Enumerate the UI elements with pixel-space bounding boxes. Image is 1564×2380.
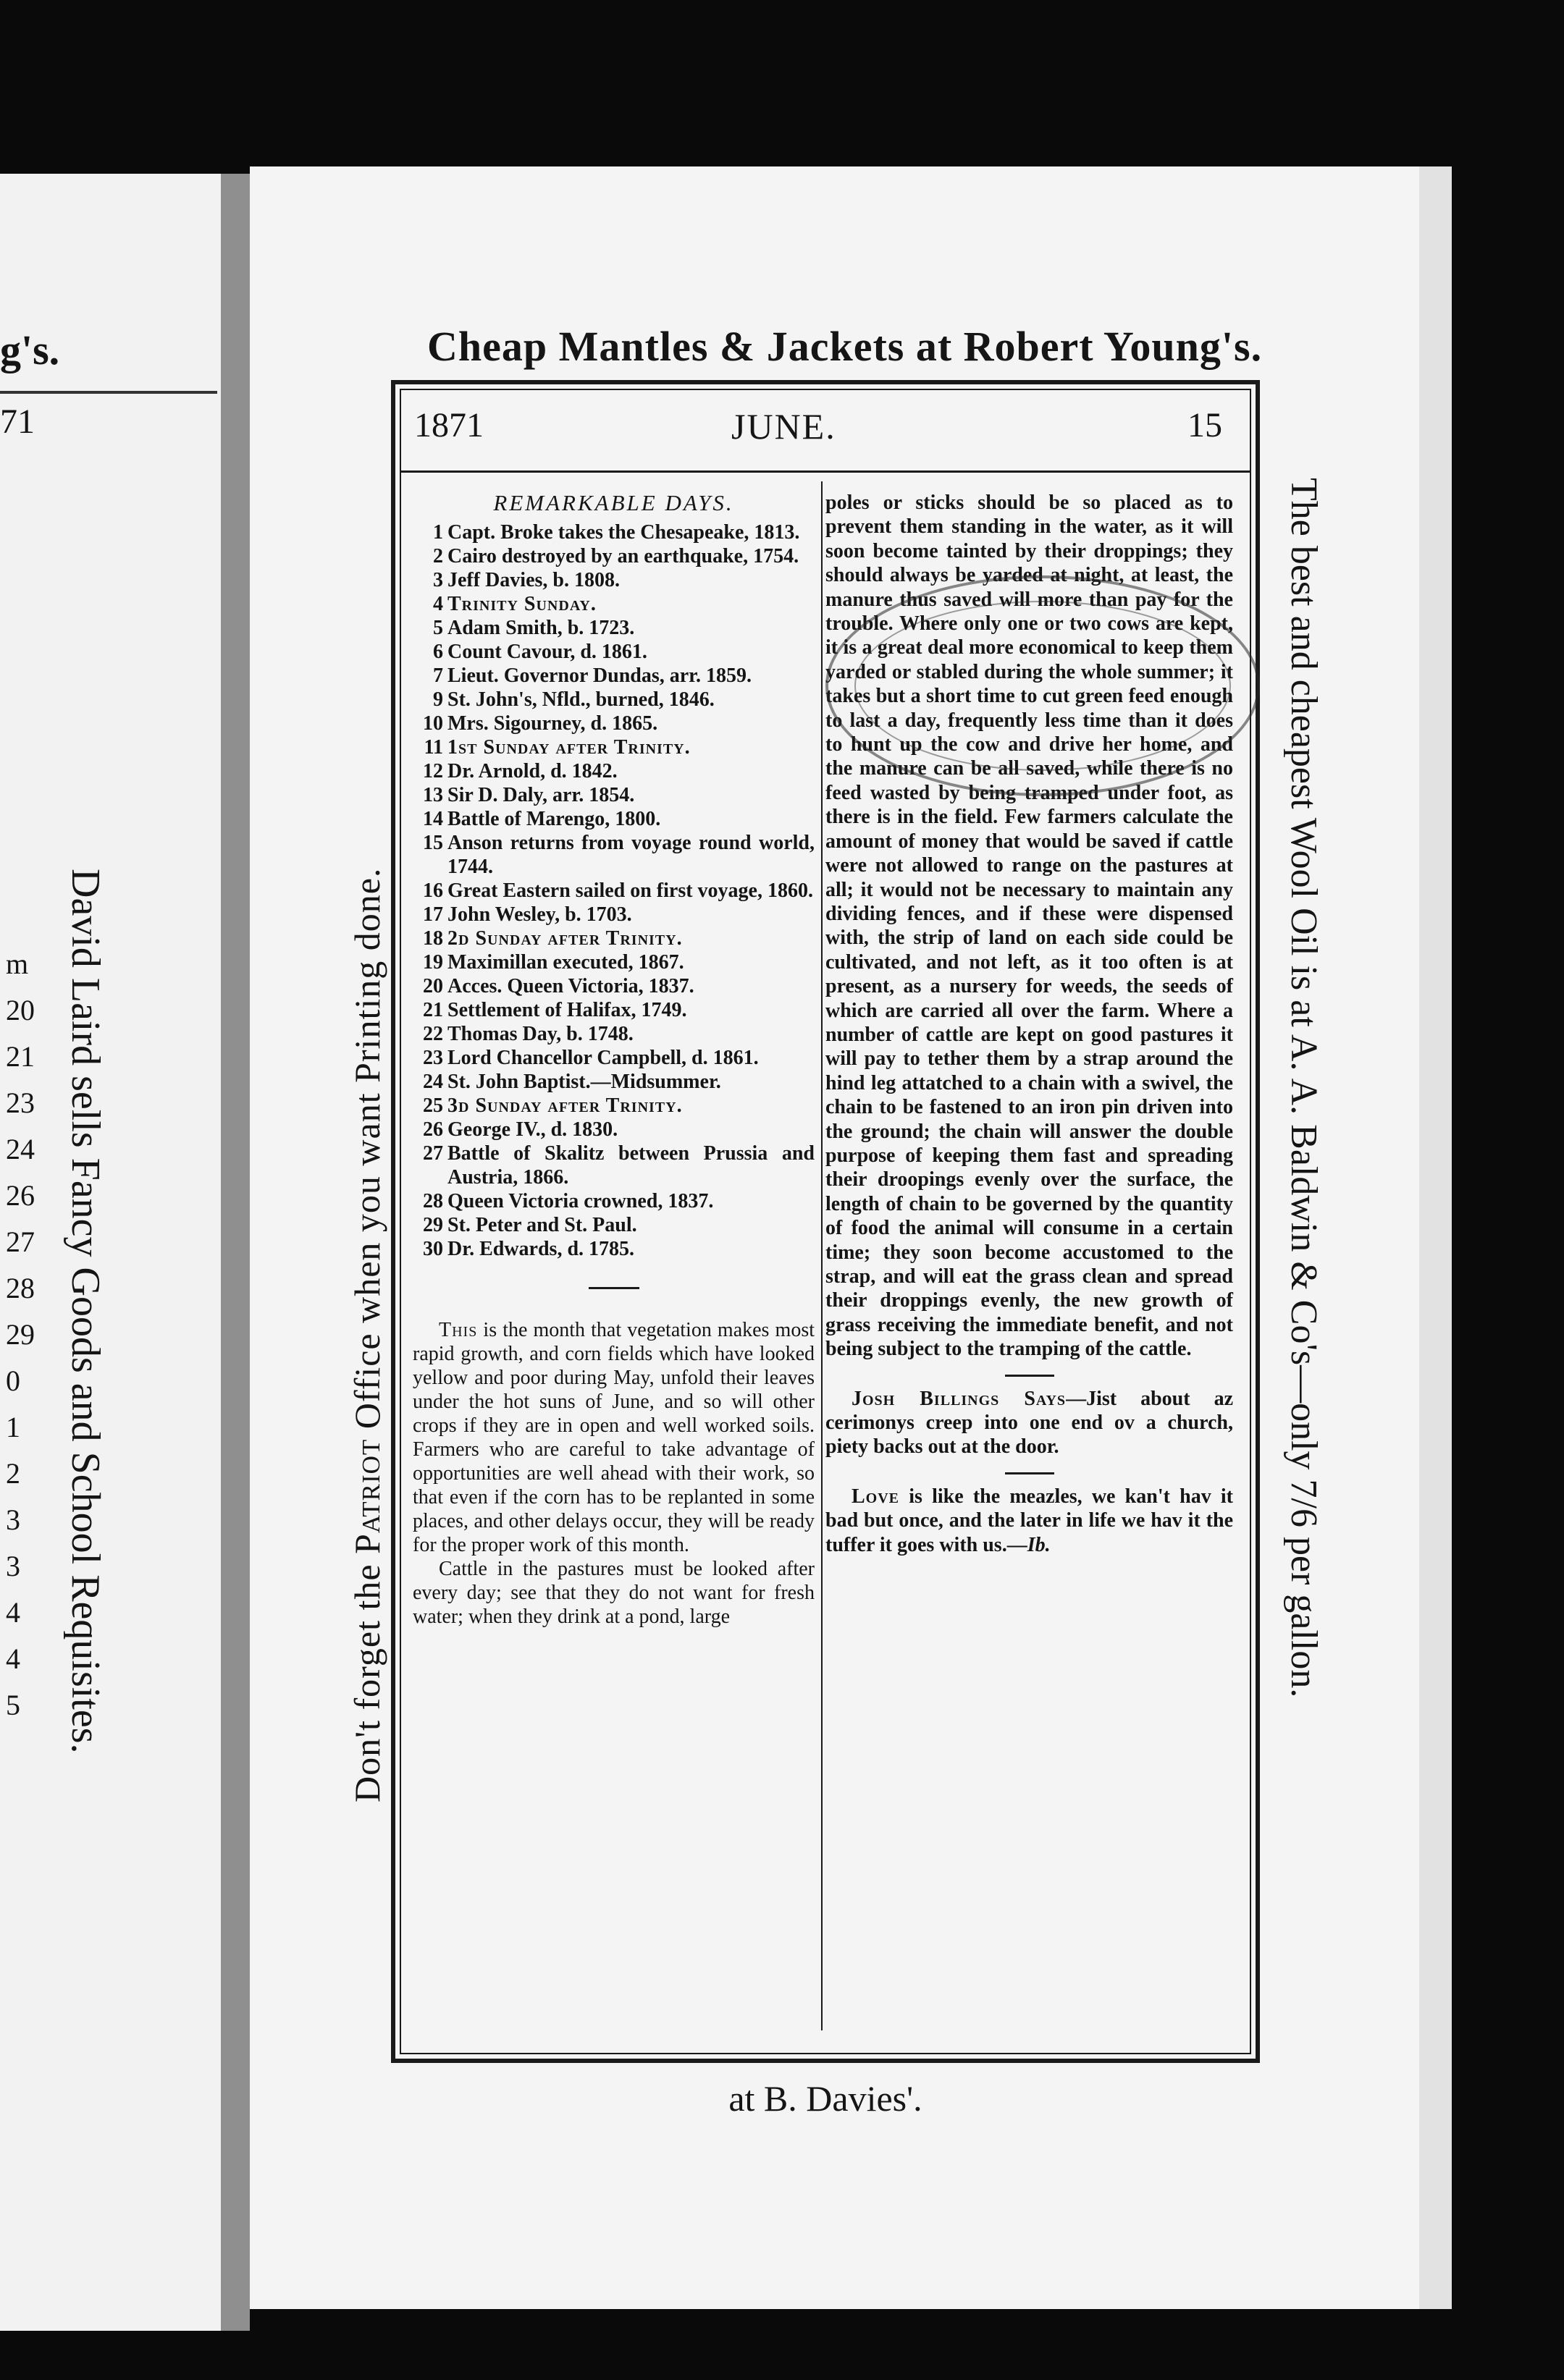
day-event: Capt. Broke takes the Chesapeake, 1813. [447, 521, 800, 544]
day-number: 21 [423, 999, 443, 1021]
day-event: Battle of Marengo, 1800. [447, 808, 661, 830]
day-event: Dr. Edwards, d. 1785. [447, 1238, 635, 1260]
day-number: 2 [433, 545, 443, 567]
remarkable-day-row [413, 974, 815, 998]
day-event: Anson returns from voyage round world, 1744. [447, 832, 815, 878]
remarkable-day-row [413, 544, 815, 568]
day-number: 11 [424, 736, 443, 759]
day-event: Cairo destroyed by an earthquake, 1754. [447, 545, 799, 567]
remarkable-day-row [413, 1118, 815, 1142]
header-page-number: 15 [1187, 406, 1222, 444]
remarkable-day-row [413, 712, 815, 735]
right-margin-ad: The best and cheapest Wool Oil is at A. A. Baldwin & Co's—only 7/6 per gallon. [1283, 478, 1324, 1698]
previous-page-column-number: 24 [6, 1133, 35, 1165]
remarkable-day-row [413, 664, 815, 688]
day-number: 17 [423, 903, 443, 926]
remarkable-day-row [413, 1189, 815, 1213]
day-event: St. John's, Nfld., burned, 1846. [447, 688, 715, 711]
book-gutter [221, 174, 250, 2331]
previous-page-column-number: 26 [6, 1179, 35, 1212]
day-event: 2d Sunday after Trinity. [447, 927, 683, 950]
day-event: St. John Baptist.—Midsummer. [447, 1071, 721, 1093]
day-number: 15 [423, 832, 443, 854]
previous-page-column-number: 0 [6, 1364, 20, 1397]
previous-page-column-number: 28 [6, 1272, 35, 1304]
remarkable-day-row [413, 1046, 815, 1070]
remarkable-day-row [413, 831, 815, 879]
remarkable-day-row [413, 1142, 815, 1189]
column-rule [821, 481, 823, 2030]
remarkable-day-row [413, 903, 815, 927]
previous-page [0, 174, 221, 2331]
day-event: Count Cavour, d. 1861. [447, 641, 647, 663]
remarkable-day-row [413, 927, 815, 950]
day-number: 13 [423, 784, 443, 806]
love-text: is like the meazles, we kan't hav it bad but once, and the later in life we hav it the tuffer it goes with us.— [825, 1485, 1233, 1556]
day-number: 16 [423, 879, 443, 902]
love-source: Ib. [1027, 1533, 1051, 1556]
remarkable-day-row [413, 998, 815, 1022]
billings-quote [825, 1387, 1233, 1459]
day-event: St. Peter and St. Paul. [447, 1214, 637, 1236]
day-event: Sir D. Daly, arr. 1854. [447, 784, 635, 806]
day-event: John Wesley, b. 1703. [447, 903, 632, 926]
remarkable-day-row [413, 1022, 815, 1046]
day-event: 3d Sunday after Trinity. [447, 1094, 683, 1117]
section-divider [589, 1287, 639, 1289]
day-number: 12 [423, 760, 443, 782]
day-event: 1st Sunday after Trinity. [447, 736, 691, 759]
day-event: Jeff Davies, b. 1808. [447, 569, 620, 591]
previous-page-column-number: 3 [6, 1503, 20, 1536]
billings-text: —Jist about az cerimonys creep into one end ov a church, piety backs out at the door. [825, 1387, 1233, 1459]
header-year: 1871 [414, 406, 484, 444]
day-event: Acces. Queen Victoria, 1837. [447, 975, 694, 997]
day-event: Settlement of Halifax, 1749. [447, 999, 687, 1021]
day-number: 18 [423, 927, 443, 950]
previous-page-column-number: 5 [6, 1689, 20, 1721]
previous-page-column-number: 2 [6, 1457, 20, 1490]
day-event: Adam Smith, b. 1723. [447, 617, 635, 639]
left-margin-ad-part1: Don't forget the [347, 1553, 387, 1802]
day-number: 29 [423, 1214, 443, 1236]
day-number: 20 [423, 975, 443, 997]
previous-page-column-number: 3 [6, 1550, 20, 1582]
previous-page-header: g's. [0, 326, 60, 374]
remarkable-day-row [413, 568, 815, 592]
day-number: 27 [423, 1142, 443, 1165]
left-margin-ad [346, 630, 388, 1802]
remarkable-day-row [413, 950, 815, 974]
day-event: Trinity Sunday. [447, 593, 597, 615]
day-event: George IV., d. 1830. [447, 1118, 618, 1141]
section-divider [1005, 1472, 1054, 1474]
day-number: 10 [423, 712, 443, 735]
day-number: 22 [423, 1023, 443, 1045]
day-number: 14 [423, 808, 443, 830]
remarkable-day-row [413, 1213, 815, 1237]
day-event: Great Eastern sailed on first voyage, 1860. [447, 879, 813, 902]
pasture-paragraph: poles or sticks should be so placed as to prevent them standing in the water, as it will soon become tainted by their droppings; they should always be yarded at night, at least, the manure thus saved will more than pay for the trouble. Where only one or two cows are kept, it is a great deal more economical to keep them yarded or stabled during the whole summer; it takes but a short time to cut green feed enough to last a day, frequently less time than it does to hunt up the cow and drive her home, and the manure can be all saved, while there is no feed wasted by being tramped under foot, as there is in the field. Few farmers calculate the amount of money that would be saved if cattle were not allowed to range on the pastures at all; it would not be necessary to maintain any dividing fences, and if these were dispensed with, the strip of land on each side could be cultivated, and not left, as it too often is at present, as a nursery for weeds, the seeds of which are carried all over the farm. Where a number of cattle are kept on good pastures it will pay to tether them by a strap around the hind leg attatched to a chain with a swivel, the chain to be fastened to an iron pin driven into the ground; the chain will answer the double purpose of keeping them fast and spreading their droopings evenly over the surface, the length of chain to be governed by the quantity of food the animal will consume in a certain time; they soon become accustomed to the strap, and will eat the grass clean and spread their droppings evenly, the new growth of grass receiving the immediate benefit, and not being subject to the tramping of the cattle. [825, 491, 1233, 1361]
month-paragraph [413, 1318, 815, 1557]
remarkable-days-title: REMARKABLE DAYS. [493, 490, 734, 515]
page-edge [1419, 166, 1452, 2309]
previous-page-rule [0, 391, 217, 394]
day-number: 3 [433, 569, 443, 591]
previous-page-column-number: 1 [6, 1411, 20, 1443]
left-margin-ad-part3: Office when you want Printing done. [347, 867, 387, 1439]
day-number: 4 [433, 593, 443, 615]
remarkable-day-row [413, 783, 815, 807]
remarkable-day-row [413, 640, 815, 664]
remarkable-day-row [413, 1237, 815, 1261]
remarkable-day-row [413, 688, 815, 712]
day-event: Lieut. Governor Dundas, arr. 1859. [447, 664, 752, 687]
day-event: Queen Victoria crowned, 1837. [447, 1190, 714, 1212]
section-divider [1005, 1375, 1054, 1377]
day-number: 19 [423, 951, 443, 974]
previous-page-year: 71 [0, 402, 35, 441]
remarkable-day-row [413, 807, 815, 831]
day-event: Battle of Skalitz between Prussia and Austria, 1866. [447, 1142, 815, 1189]
previous-page-vertical-ad: David Laird sells Fancy Goods and School Requisites. [63, 869, 108, 1754]
day-number: 23 [423, 1047, 443, 1069]
day-number: 24 [423, 1071, 443, 1093]
remarkable-day-row [413, 592, 815, 616]
remarkable-day-row [413, 759, 815, 783]
day-event: Mrs. Sigourney, d. 1865. [447, 712, 658, 735]
day-number: 26 [423, 1118, 443, 1141]
love-quote [825, 1485, 1233, 1557]
left-column [413, 491, 815, 1629]
day-number: 7 [433, 664, 443, 687]
bottom-ad: at B. Davies'. [728, 2078, 922, 2119]
day-number: 30 [423, 1238, 443, 1260]
remarkable-day-row [413, 1094, 815, 1118]
library-stamp-inner-ring [854, 601, 1231, 771]
header-month: JUNE. [731, 406, 836, 447]
day-number: 1 [433, 521, 443, 544]
day-number: 6 [433, 641, 443, 663]
day-event: Maximillan executed, 1867. [447, 951, 684, 974]
remarkable-day-row [413, 520, 815, 544]
previous-page-column-number: 21 [6, 1040, 35, 1073]
previous-page-column-number: 4 [6, 1596, 20, 1629]
remarkable-day-row [413, 879, 815, 903]
day-event: Lord Chancellor Campbell, d. 1861. [447, 1047, 759, 1069]
day-number: 28 [423, 1190, 443, 1212]
previous-page-column-number: 20 [6, 994, 35, 1026]
previous-page-column [6, 941, 35, 1729]
love-lead: Love [852, 1485, 900, 1508]
previous-page-column-number: 27 [6, 1225, 35, 1258]
top-banner-ad: Cheap Mantles & Jackets at Robert Young's. [427, 323, 1263, 370]
day-number: 25 [423, 1094, 443, 1117]
remarkable-days-list [413, 520, 815, 1261]
day-event: Thomas Day, b. 1748. [447, 1023, 634, 1045]
paragraph-text: is the month that vegetation makes most rapid growth, and corn fields which have looked yellow and poor during May, unfold their leaves under the hot suns of June, and so will other crops if they are in open and well worked soils. Farmers who are careful to take advantage of opportunities are well ahead with their work, so that even if the corn has to be replanted in some places, and other delays occur, they will be ready for the proper work of this month. [413, 1319, 815, 1556]
billings-lead: Josh Billings Says [852, 1387, 1067, 1410]
remarkable-day-row [413, 1070, 815, 1094]
day-number: 9 [433, 688, 443, 711]
paragraph-lead-word: This [439, 1319, 478, 1341]
day-event: Dr. Arnold, d. 1842. [447, 760, 618, 782]
header-rule [400, 470, 1251, 473]
remarkable-day-row [413, 735, 815, 759]
remarkable-day-row [413, 616, 815, 640]
previous-page-column-number: 29 [6, 1318, 35, 1351]
previous-page-column-number: 4 [6, 1642, 20, 1675]
day-number: 5 [433, 617, 443, 639]
previous-page-column-number: 23 [6, 1086, 35, 1119]
cattle-paragraph: Cattle in the pastures must be looked after every day; see that they do not want for fresh water; when they drink at a pond, large [413, 1558, 815, 1628]
previous-page-column-number: m [6, 948, 29, 980]
left-margin-ad-part2: Patriot [347, 1438, 387, 1554]
